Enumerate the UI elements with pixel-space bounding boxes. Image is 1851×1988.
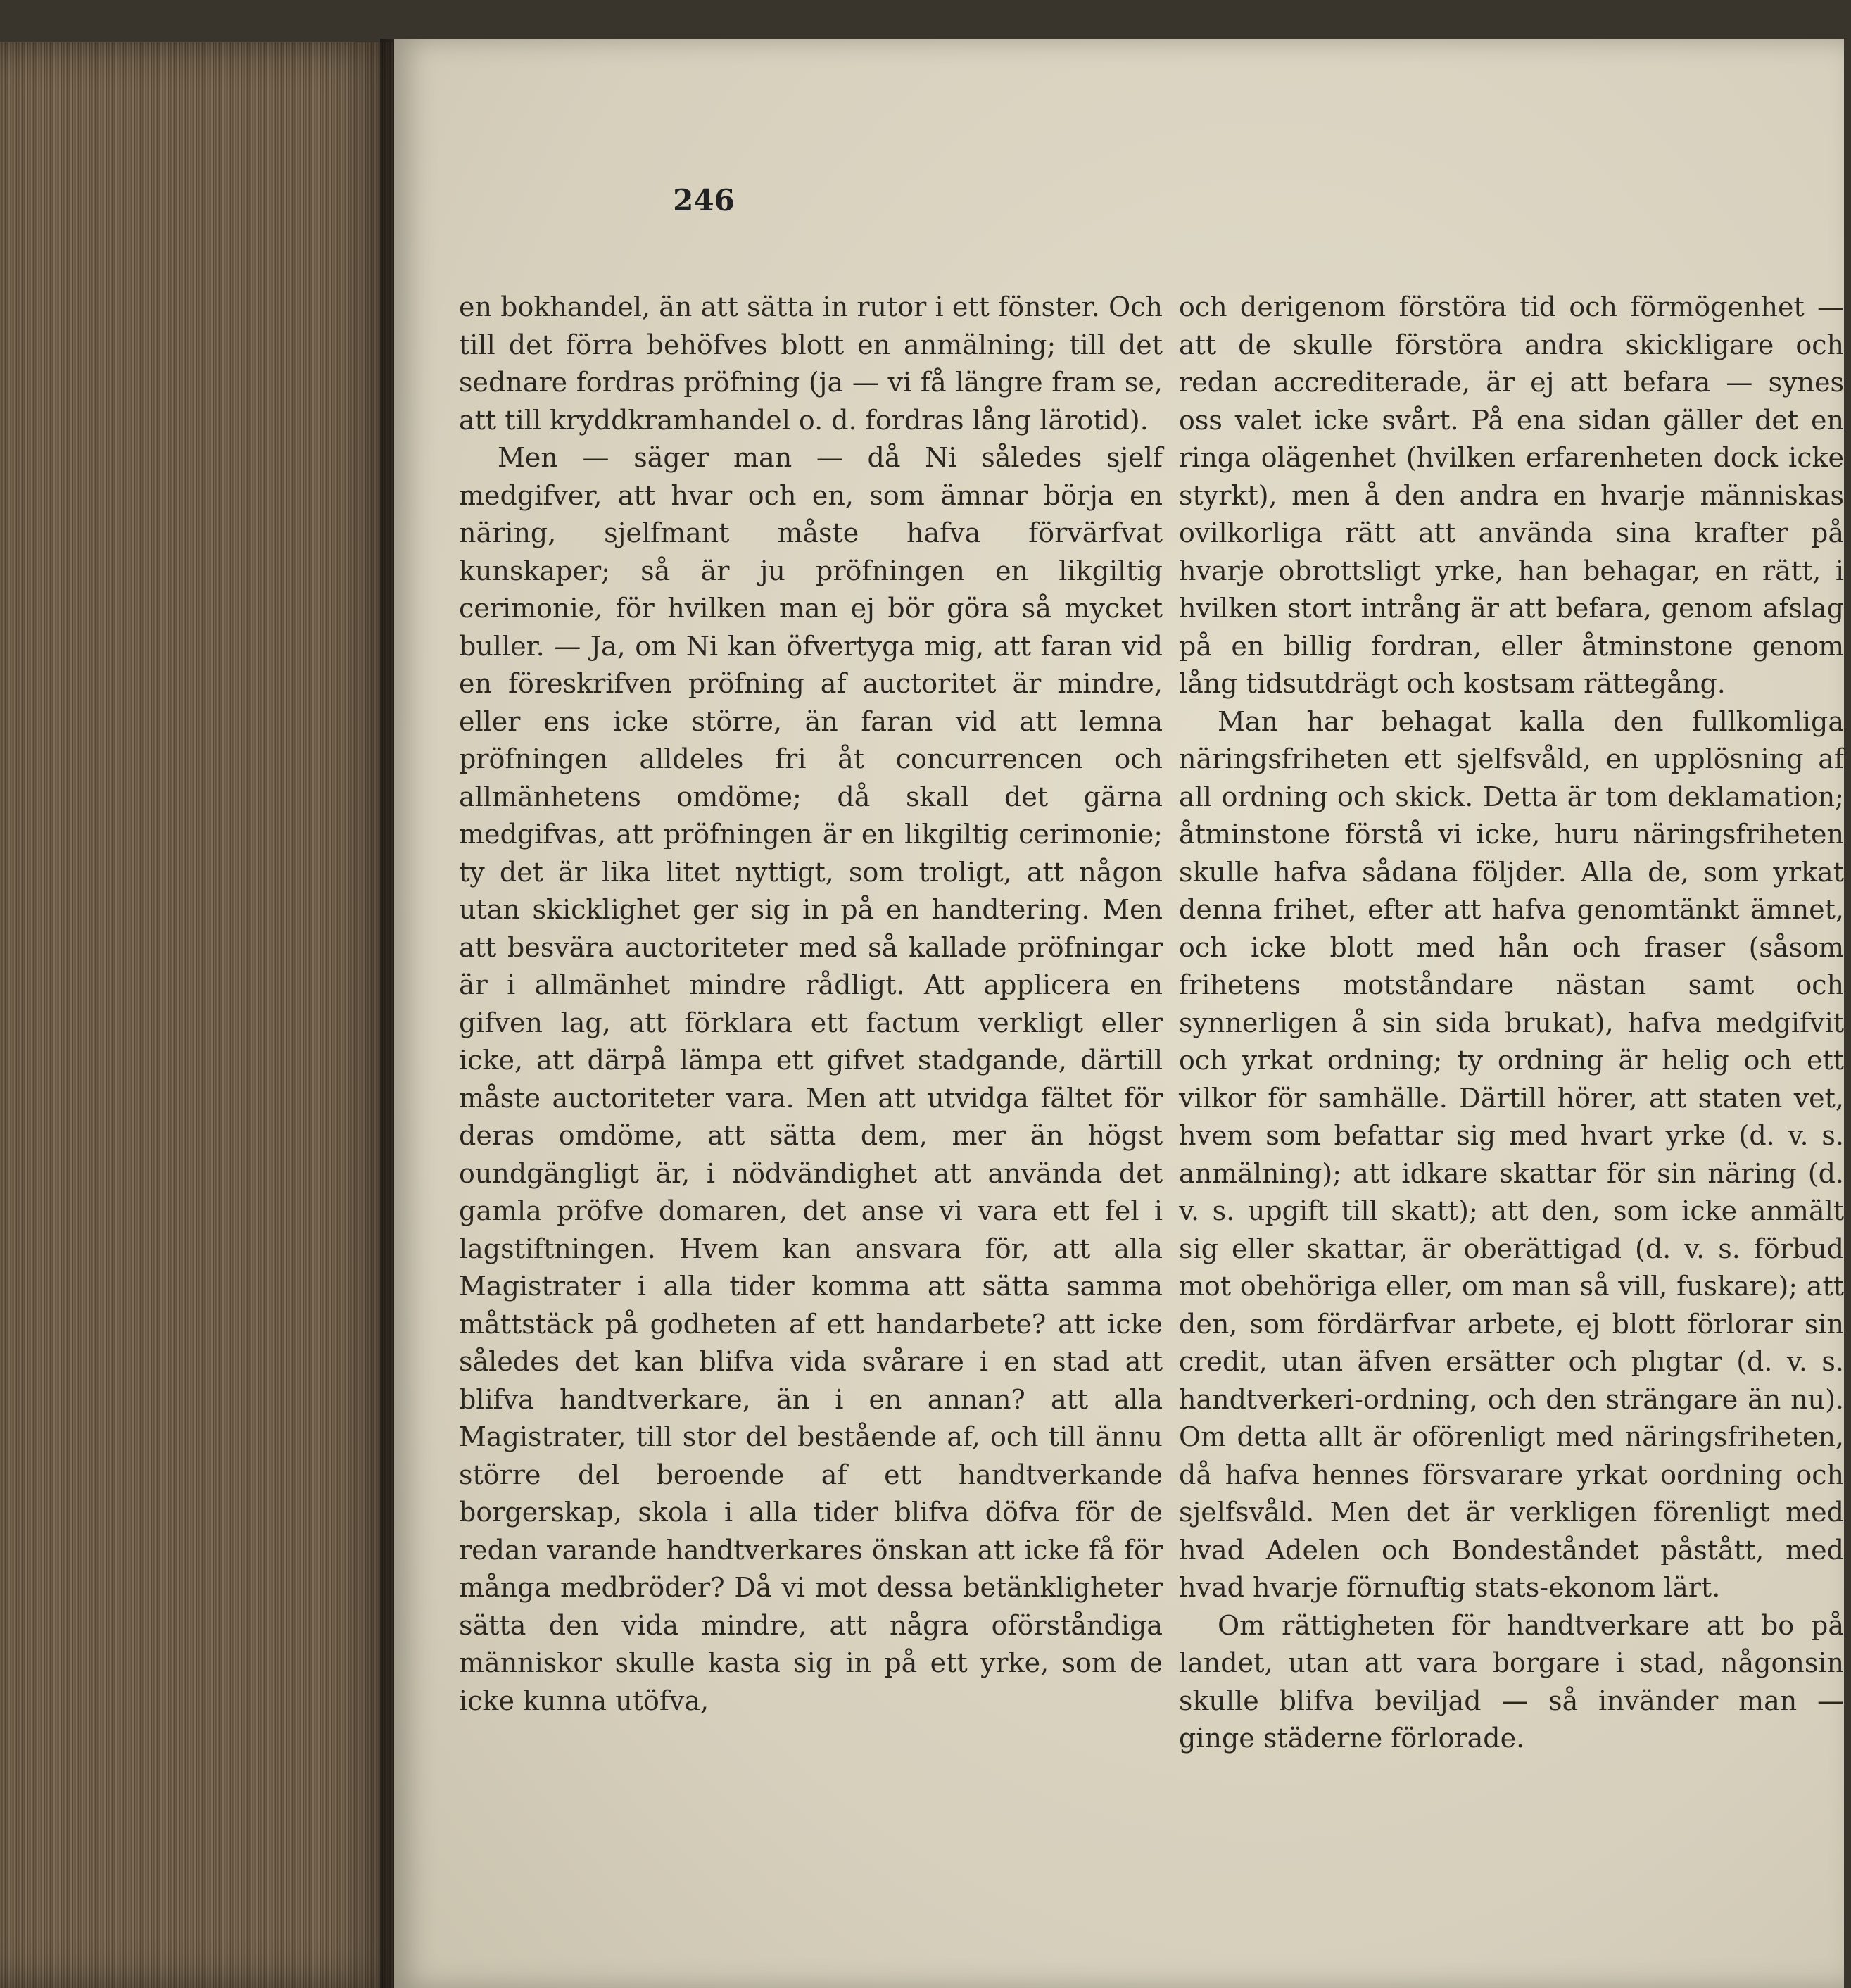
- right-text-column: [1179, 289, 1844, 1758]
- paragraph: Om rättigheten för handtverkare att bo på landet, utan att vara borgare i stad, någonsin skulle blifva beviljad — så invänder man — ginge städerne förlorade.: [1179, 1609, 1844, 1754]
- book-page-edges: [0, 42, 394, 1988]
- paragraph: Men — säger man — då Ni således sjelf medgifver, att hvar och en, som ämnar börja en näring, sjelfmant måste hafva förvärfvat kunskaper; så är ju pröfningen en likgiltig cerimonie, för hvilken man ej bör göra så mycket buller. — Ja, om Ni kan öfvertyga mig, att faran vid en föreskrifven pröfning af auctoritet är mindre, eller ens icke större, än faran vid att lemna pröfningen alldeles fri åt concurrencen och allmänhetens omdöme; då skall det gärna medgifvas, att pröfningen är en likgiltig cerimonie; ty det är lika litet nyttigt, som troligt, att någon utan skicklighet ger sig in på en handtering. Men att besvära auctoriteter med så kallade pröfningar är i allmänhet mindre rådligt. Att applicera en gifven lag, att förklara ett factum verkligt eller icke, att därpå lämpa ett gifvet stadgande, därtill måste auctoriteter vara. Men att utvidga fältet för deras omdöme, att sätta dem, mer än högst oundgängligt är, i nödvändighet att använda det gamla pröfve domaren, det anse vi vara ett fel i lagstiftningen. Hvem kan ansvara för, att alla Magistrater i alla tider komma att sätta samma måttstäck på godheten af ett handarbete? att icke således det kan blifva vida svårare i en stad att blifva handtverkare, än i en annan? att alla Magistrater, till stor del bestående af, och till ännu större del beroende af ett handtverkande borgerskap, skola i alla tider blifva döfva för de redan varande handtverkares önskan att icke få för många medbröder? Då vi mot dessa betänkligheter sätta den vida mindre, att några oförståndiga människor skulle kasta sig in på ett yrke, som de icke kunna utöfva,: [459, 442, 1163, 1716]
- paragraph: Man har behagat kalla den fullkomliga näringsfriheten ett sjelfsvåld, en upplösning af all ordning och skick. Detta är tom deklamation; åtminstone förstå vi icke, huru näringsfriheten skulle hafva sådana följder. Alla de, som yrkat denna frihet, efter att hafva genomtänkt ämnet, och icke blott med hån och fraser (såsom frihetens motståndare nästan samt och synnerligen å sin sida brukat), hafva medgifvit och yrkat ordning; ty ordning är helig och ett vilkor för samhälle. Därtill hörer, att staten vet, hvem som befattar sig med hvart yrke (d. v. s. anmälning); att idkare skattar för sin näring (d. v. s. upgift till skatt); att den, som icke anmält sig eller skattar, är oberättigad (d. v. s. förbud mot obehöriga eller, om man så vill, fuskare); att den, som fördärfvar arbete, ej blott förlorar sin credit, utan äfven ersätter och plıgtar (d. v. s. handtverkeri-ordning, och den strängare än nu). Om detta allt är oförenligt med näringsfriheten, då hafva hennes försvarare yrkat oordning och sjelfsvåld. Men det är verkligen förenligt med hvad Adelen och Bondeståndet påstått, med hvad hvarje förnuftig stats-ekonom lärt.: [1179, 705, 1844, 1603]
- left-text-column: [459, 289, 1163, 1720]
- paragraph: en bokhandel, än att sätta in rutor i ett fönster. Och till det förra behöfves blott en anmälning; till det sednare fordras pröfning (ja — vi få längre fram se, att till kryddkramhandel o. d. fordras lång lärotid).: [459, 291, 1163, 436]
- paragraph: och derigenom förstöra tid och förmögenhet — att de skulle förstöra andra skickligare och redan accrediterade, är ej att befara — synes oss valet icke svårt. På ena sidan gäller det en ringa olägenhet (hvilken erfarenheten dock icke styrkt), men å den andra en hvarje människas ovilkorliga rätt att använda sina krafter på hvarje obrottsligt yrke, han behagar, en rätt, i hvilken stort intrång är att befara, genom afslag på en billig fordran, eller åtminstone genom lång tidsutdrägt och kostsam rättegång.: [1179, 291, 1844, 699]
- book-page: [394, 39, 1844, 1988]
- page-number: 246: [673, 183, 735, 218]
